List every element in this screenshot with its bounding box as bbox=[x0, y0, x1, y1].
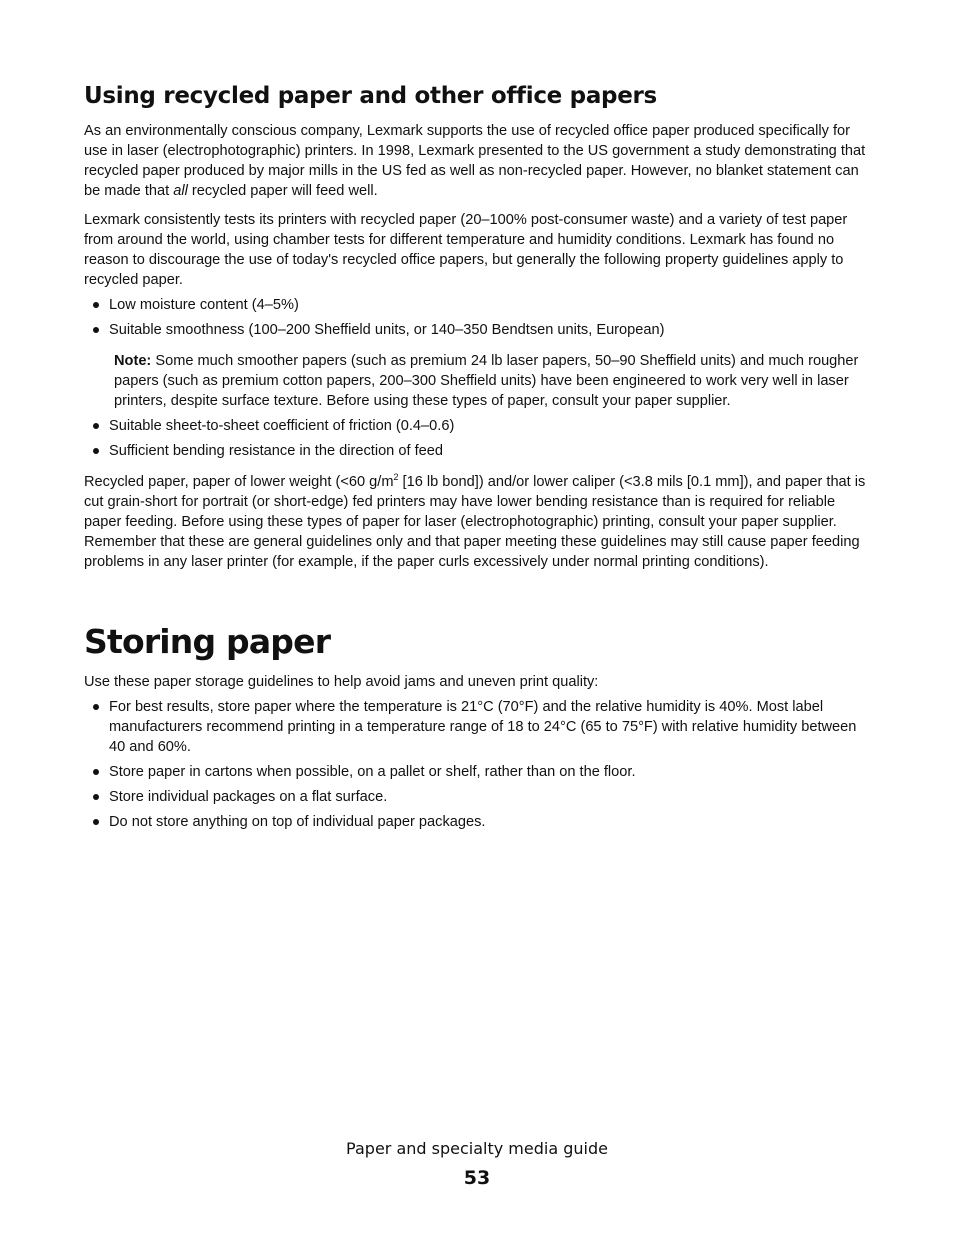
section-heading-recycled-paper: Using recycled paper and other office papers bbox=[84, 83, 657, 109]
paragraph-recycled-testing: Lexmark consistently tests its printers with recycled paper (20–100% post-consumer waste) and a variety of test paper from around the world, using chamber tests for different temperature and humidity conditions. Lexmark has found no reason to discourage the use of today's recycled office papers, but generally the following property guidelines apply to recycled paper. bbox=[84, 212, 848, 288]
list-item: Suitable smoothness (100–200 Sheffield units, or 140–350 Bendtsen units, European) bbox=[109, 320, 874, 340]
note-text: Some much smoother papers (such as premium 24 lb laser papers, 50–90 Sheffield units) and much rougher papers (such as premium cotton papers, 200–300 Sheffield units) have been engineered to work very well in laser printers, despite surface texture. Before using these types of paper, consult your paper supplier. bbox=[114, 353, 859, 409]
italic-text: all bbox=[173, 183, 188, 199]
text-run: As an environmentally conscious company, Lexmark supports the use of recycled office paper produced specifically for use in laser (electrophotographic) printers. In 1998, Lexmark presented to the US government a study demonstrating that recycled paper produced by major mills in the US fed as well as non-recycled paper. However, no blanket statement can be made that bbox=[84, 123, 866, 199]
list-item: Low moisture content (4–5%) bbox=[109, 295, 874, 315]
list-item: Store individual packages on a flat surface. bbox=[109, 787, 874, 807]
list-item: Do not store anything on top of individual paper packages. bbox=[109, 812, 874, 832]
superscript: 2 bbox=[393, 472, 399, 482]
paragraph-storing-intro: Use these paper storage guidelines to help avoid jams and uneven print quality: bbox=[84, 674, 599, 690]
list-item: For best results, store paper where the temperature is 21°C (70°F) and the relative humidity is 40%. Most label manufacturers recommend printing in a temperature range of 18 to 24°C (65 to 75°F) with relative humidity between 40 and 60%. bbox=[109, 697, 874, 757]
note-block bbox=[114, 351, 874, 411]
text-run: Recycled paper, paper of lower weight (<60 g/m bbox=[84, 474, 394, 490]
page-number: 53 bbox=[463, 1167, 491, 1189]
text-run: [16 lb bond]) and/or lower caliper (<3.8 mils [0.1 mm]), and paper that is cut grain-short for portrait (or short-edge) fed printers may have lower bending resistance than is required for reliable paper feeding. Before using these types of paper for laser (electrophotographic) printing, consult your paper supplier. Remember that these are general guidelines only and that paper meeting these guidelines may still cause paper feeding problems in any laser printer (for example, if the paper curls excessively under normal printing conditions). bbox=[84, 474, 866, 570]
footer-title: Paper and specialty media guide bbox=[346, 1139, 608, 1158]
section-heading-storing-paper: Storing paper bbox=[84, 622, 331, 661]
paragraph-recycled-bending bbox=[84, 472, 874, 572]
paragraph-recycled-intro bbox=[84, 121, 874, 201]
note-label: Note: bbox=[114, 353, 152, 369]
list-item: Sufficient bending resistance in the direction of feed bbox=[109, 441, 874, 461]
text-run: recycled paper will feed well. bbox=[187, 183, 378, 199]
list-item: Store paper in cartons when possible, on a pallet or shelf, rather than on the floor. bbox=[109, 762, 874, 782]
list-item: Suitable sheet-to-sheet coefficient of friction (0.4–0.6) bbox=[109, 416, 874, 436]
